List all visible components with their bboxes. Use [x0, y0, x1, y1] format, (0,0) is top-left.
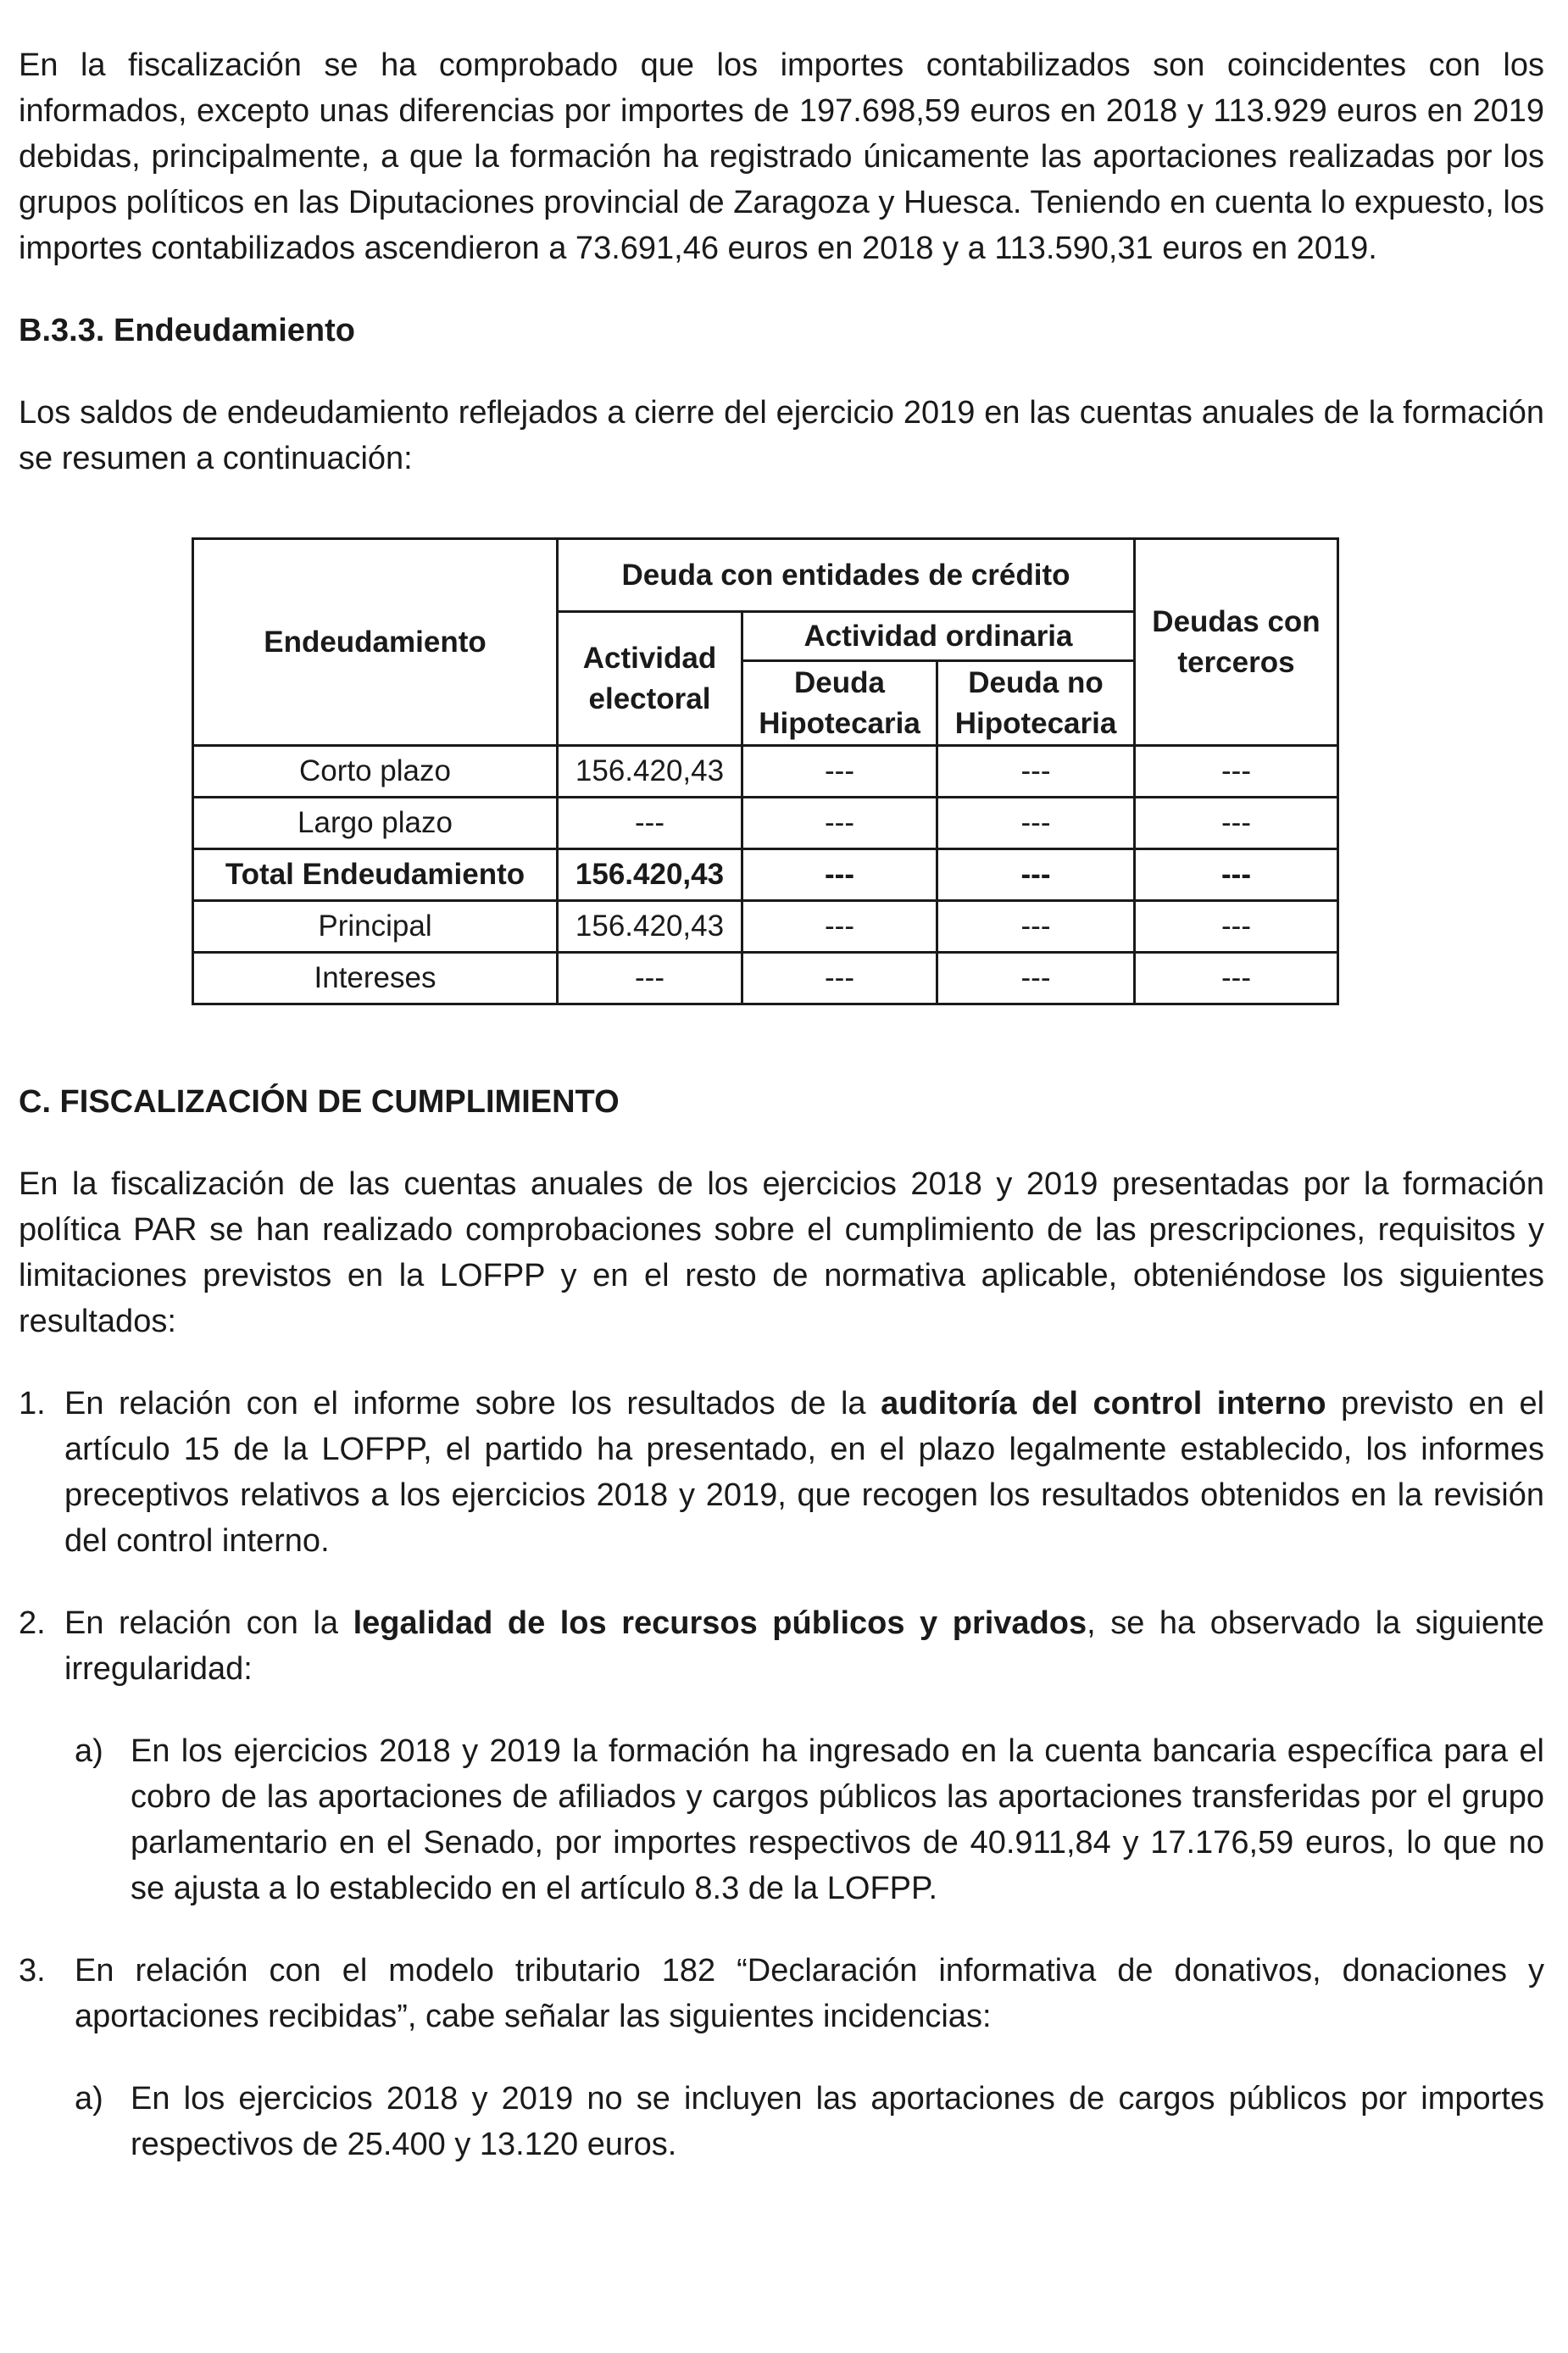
- header-deuda-credito: Deuda con entidades de crédito: [558, 539, 1135, 612]
- row-label: Largo plazo: [193, 798, 558, 849]
- list-letter: a): [75, 1733, 103, 1769]
- cell-terceros: ---: [1135, 746, 1338, 798]
- row-label: Intereses: [193, 953, 558, 1004]
- cell-hipotecaria: ---: [742, 849, 937, 901]
- header-actividad-ordinaria: Actividad ordinaria: [742, 612, 1135, 661]
- cell-hipotecaria: ---: [742, 746, 937, 798]
- bold-text: legalidad de los recursos públicos y privados: [353, 1605, 1087, 1641]
- cell-terceros: ---: [1135, 953, 1338, 1004]
- text-run: En relación con la: [64, 1605, 353, 1641]
- section-b33-heading: B.3.3. Endeudamiento: [19, 313, 355, 348]
- cell-electoral: ---: [558, 798, 742, 849]
- list-item-3a: [75, 2076, 1544, 2167]
- document-page: [19, 42, 1544, 2204]
- list-text: En los ejercicios 2018 y 2019 la formación ha ingresado en la cuenta bancaria específica para el cobro de las aportaciones de afiliados y cargos públicos las aportaciones transferidas por el grupo parlamentario en el Senado, por importes respectivos de 40.911,84 y 17.176,59 euros, lo que no se ajusta a lo establecido en el artículo 8.3 de la LOFPP.: [131, 1733, 1544, 1906]
- cell-no-hipotecaria: ---: [937, 746, 1135, 798]
- list-number: 1.: [19, 1386, 46, 1421]
- cell-no-hipotecaria: ---: [937, 953, 1135, 1004]
- cell-no-hipotecaria: ---: [937, 798, 1135, 849]
- section-b33-paragraph: Los saldos de endeudamiento reflejados a cierre del ejercicio 2019 en las cuentas anuales de la formación se resumen a continuación:: [19, 395, 1544, 476]
- header-deuda-no-hipotecaria: Deuda no Hipotecaria: [937, 661, 1135, 746]
- list-item-2a: [75, 1728, 1544, 1911]
- list-item-1: [19, 1381, 1544, 1564]
- intro-paragraph: En la fiscalización se ha comprobado que los importes contabilizados son coincidentes con los informados, excepto unas diferencias por importes de 197.698,59 euros en 2018 y 113.929 euros en 2019 debidas, principalmente, a que la formación ha registrado únicamente las aportaciones realizadas por los grupos políticos en las Diputaciones provincial de Zaragoza y Huesca. Teniendo en cuenta lo expuesto, los importes contabilizados ascendieron a 73.691,46 euros en 2018 y a 113.590,31 euros en 2019.: [19, 47, 1544, 266]
- cell-hipotecaria: ---: [742, 953, 937, 1004]
- row-label: Corto plazo: [193, 746, 558, 798]
- table-row-total: [193, 849, 1338, 901]
- row-label: Total Endeudamiento: [193, 849, 558, 901]
- debt-table-body: [193, 746, 1338, 1004]
- list-number: 3.: [19, 1953, 46, 1989]
- cell-electoral: 156.420,43: [558, 901, 742, 953]
- table-row: [193, 746, 1338, 798]
- cell-electoral: ---: [558, 953, 742, 1004]
- list-text: [64, 1381, 1544, 1564]
- list-text: En los ejercicios 2018 y 2019 no se incluyen las aportaciones de cargos públicos por importes respectivos de 25.400 y 13.120 euros.: [131, 2081, 1544, 2162]
- header-deuda-hipotecaria: Deuda Hipotecaria: [742, 661, 937, 746]
- table-row: [193, 953, 1338, 1004]
- list-text: [64, 1600, 1544, 1692]
- cell-hipotecaria: ---: [742, 798, 937, 849]
- bold-text: auditoría del control interno: [881, 1386, 1326, 1421]
- text-run: , se ha observado la siguiente irregularidad:: [64, 1605, 1544, 1687]
- row-label: Principal: [193, 901, 558, 953]
- header-actividad-electoral: Actividad electoral: [558, 612, 742, 746]
- text-run: previsto en el artículo 15 de la LOFPP, el partido ha presentado, en el plazo legalmente establecido, los informes preceptivos relativos a los ejercicios 2018 y 2019, que recogen los resultados obtenidos en la revisión del control interno.: [64, 1386, 1545, 1559]
- cell-terceros: ---: [1135, 901, 1338, 953]
- list-item-2: [19, 1600, 1544, 1692]
- cell-terceros: ---: [1135, 849, 1338, 901]
- debt-table: [192, 537, 1339, 1005]
- header-deudas-terceros: Deudas con terceros: [1135, 539, 1338, 746]
- table-row: [193, 901, 1338, 953]
- list-item-3: [19, 1948, 1544, 2039]
- text-run: En relación con el informe sobre los resultados de la: [64, 1386, 881, 1421]
- list-text: En relación con el modelo tributario 182 “Declaración informativa de donativos, donaciones y aportaciones recibidas”, cabe señalar las siguientes incidencias:: [75, 1953, 1544, 2034]
- cell-no-hipotecaria: ---: [937, 901, 1135, 953]
- cell-no-hipotecaria: ---: [937, 849, 1135, 901]
- section-c-heading: C. FISCALIZACIÓN DE CUMPLIMIENTO: [19, 1084, 620, 1120]
- cell-electoral: 156.420,43: [558, 849, 742, 901]
- list-number: 2.: [19, 1605, 46, 1641]
- header-endeudamiento: Endeudamiento: [193, 539, 558, 746]
- cell-electoral: 156.420,43: [558, 746, 742, 798]
- cell-hipotecaria: ---: [742, 901, 937, 953]
- section-c-paragraph: En la fiscalización de las cuentas anuales de los ejercicios 2018 y 2019 presentadas por la formación política PAR se han realizado comprobaciones sobre el cumplimiento de las prescripciones, requisitos y limitaciones previstos en la LOFPP y en el resto de normativa aplicable, obteniéndose los siguientes resultados:: [19, 1166, 1544, 1339]
- list-letter: a): [75, 2081, 103, 2117]
- table-row: [193, 798, 1338, 849]
- cell-terceros: ---: [1135, 798, 1338, 849]
